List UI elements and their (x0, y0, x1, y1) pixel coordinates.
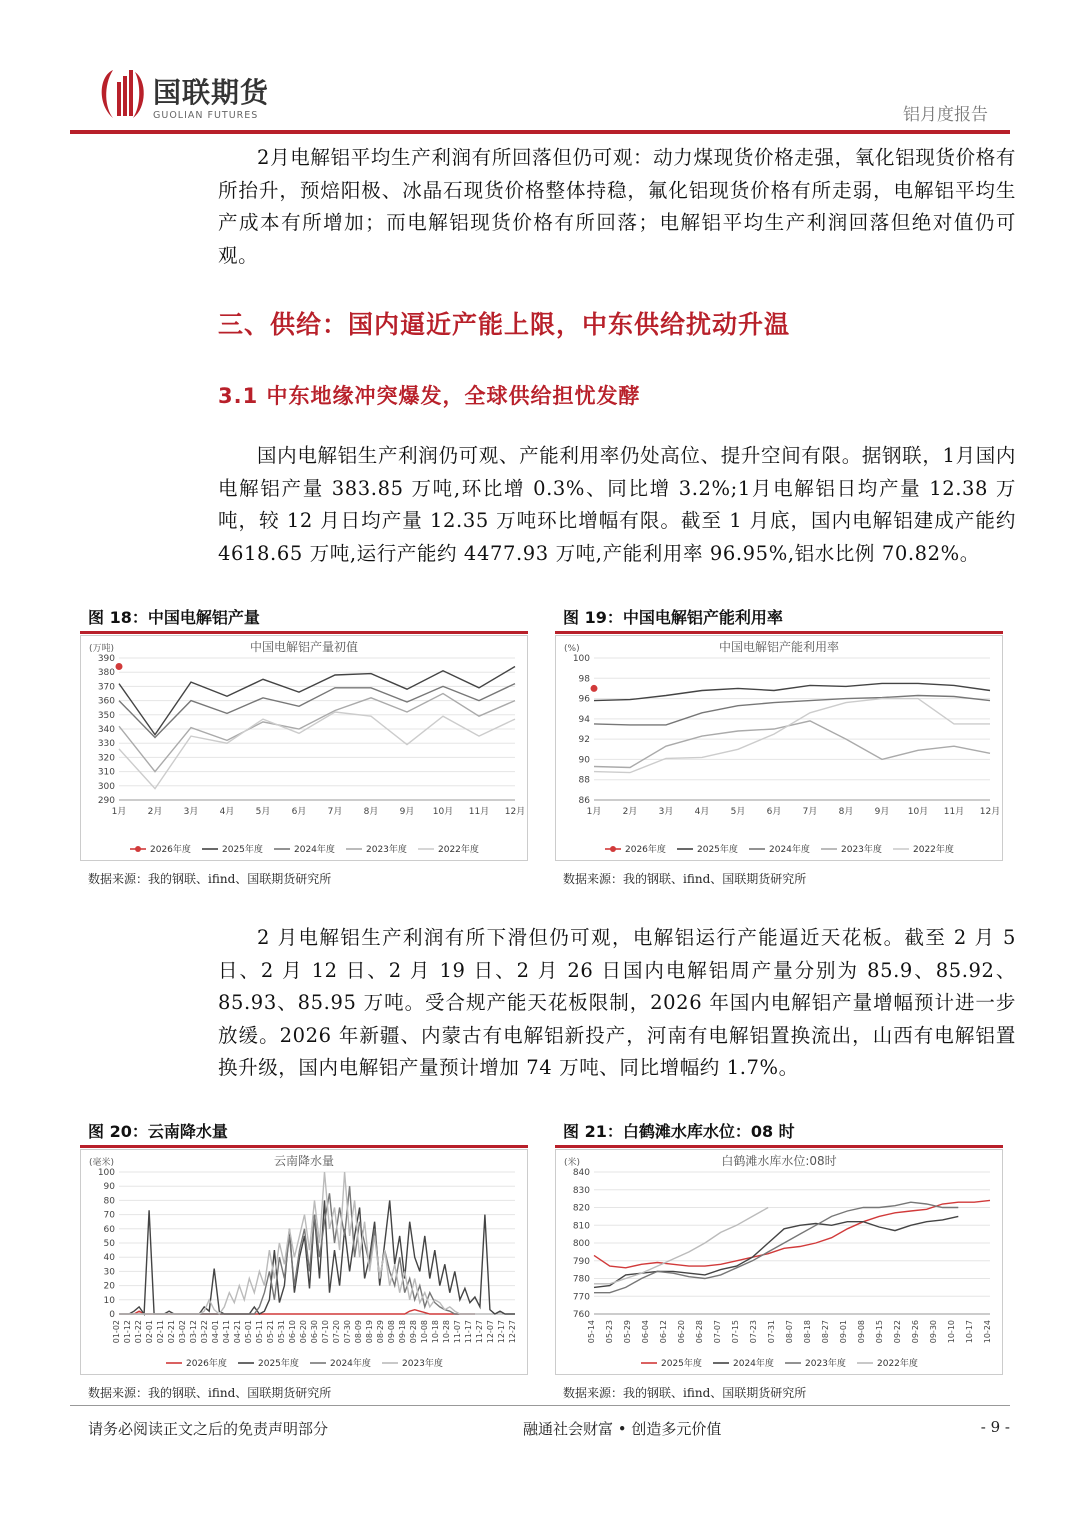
y-tick-label: 90 (103, 1182, 115, 1193)
x-tick-label: 10月 (907, 807, 929, 817)
y-tick-label: 370 (97, 682, 115, 693)
x-tick-label: 07-23 (749, 1320, 758, 1344)
figure-19-chart (555, 635, 1003, 861)
x-tick-label: 05-21 (266, 1320, 275, 1344)
y-tick-label: 310 (97, 767, 115, 778)
legend-label: 2022年度 (877, 1359, 918, 1369)
footer-slogan: 融通社会财富 • 创造多元价值 (523, 1420, 722, 1438)
chart-title: 中国电解铝产能利用率 (718, 640, 840, 654)
x-tick-label: 06-28 (695, 1320, 704, 1344)
x-tick-label: 10月 (432, 807, 454, 817)
legend-label: 2023年度 (841, 845, 882, 855)
x-tick-label: 7月 (802, 807, 818, 817)
x-tick-label: 06-04 (641, 1320, 650, 1344)
x-tick-label: 07-15 (731, 1320, 740, 1344)
x-tick-label: 08-09 (354, 1320, 363, 1344)
paragraph-text: 国内电解铝生产利润仍可观、产能利用率仍处高位、提升空间有限。据钢联，1月国内电解铝产量 383.85 万吨,环比增 0.3%、同比增 3.2%;1月电解铝日均产量 12.38 万吨，较 12 月日均产量 12.35 万吨环比增幅有限。截至 1 月底，国内电解铝建成产能约 4618.65 万吨,运行产能约 4477.93 万吨,产能利用率 96.95%,铝水比例 70.82%。 (218, 444, 1016, 565)
x-tick-label: 08-27 (821, 1320, 830, 1344)
y-tick-label: 820 (572, 1203, 590, 1214)
y-tick-label: 92 (578, 735, 590, 746)
figure-20-caption: 图 20：云南降水量 (88, 1122, 228, 1141)
legend-label: 2023年度 (805, 1359, 846, 1369)
x-tick-label: 1月 (111, 807, 127, 817)
x-tick-label: 9月 (874, 807, 890, 817)
intro-paragraph (218, 142, 1016, 272)
series-line (594, 1202, 958, 1293)
legend-label: 2024年度 (733, 1359, 774, 1369)
y-tick-label: 830 (572, 1185, 590, 1196)
y-tick-label: 100 (572, 654, 590, 664)
x-tick-label: 06-20 (299, 1320, 308, 1344)
y-tick-label: 800 (572, 1239, 590, 1249)
series-line (119, 694, 515, 772)
x-tick-label: 10-28 (442, 1320, 451, 1344)
y-tick-label: 350 (97, 710, 115, 721)
subsection-heading: 3.1 中东地缘冲突爆发，全球供给担忧发酵 (218, 384, 641, 408)
x-tick-label: 08-29 (376, 1320, 385, 1344)
y-tick-label: 60 (103, 1224, 115, 1235)
x-tick-label: 06-10 (288, 1320, 297, 1344)
figure-20-rule (80, 1145, 528, 1148)
y-axis-unit: (毫米) (89, 1158, 115, 1168)
x-tick-label: 11月 (943, 807, 965, 817)
header-divider (70, 130, 1010, 134)
production-paragraph (218, 922, 1016, 1085)
figure-19-source: 数据来源：我的钢联、ifind、国联期货研究所 (563, 872, 807, 886)
figure-18-caption: 图 18：中国电解铝产量 (88, 608, 260, 627)
x-tick-label: 09-28 (409, 1320, 418, 1344)
x-tick-label: 03-02 (178, 1320, 187, 1344)
figure-21-caption: 图 21：白鹤滩水库水位：08 时 (563, 1122, 795, 1141)
y-tick-label: 98 (578, 674, 590, 685)
legend-label: 2022年度 (438, 845, 479, 855)
x-tick-label: 12月 (504, 807, 526, 817)
x-tick-label: 5月 (730, 807, 746, 817)
y-tick-label: 88 (578, 775, 590, 786)
chart-21-svg (556, 1150, 1002, 1374)
series-line (594, 1216, 958, 1287)
x-tick-label: 01-02 (112, 1320, 121, 1344)
x-tick-label: 10-08 (420, 1320, 429, 1344)
x-tick-label: 05-31 (277, 1320, 286, 1344)
x-tick-label: 07-07 (713, 1320, 722, 1344)
x-tick-label: 10-24 (983, 1320, 992, 1344)
x-tick-label: 6月 (766, 807, 782, 817)
x-tick-label: 11月 (468, 807, 490, 817)
x-tick-label: 9月 (399, 807, 415, 817)
y-axis-unit: (%) (564, 644, 580, 654)
y-tick-label: 0 (109, 1310, 115, 1320)
chart-title: 云南降水量 (273, 1154, 335, 1168)
x-tick-label: 09-15 (875, 1320, 884, 1344)
y-tick-label: 340 (97, 725, 115, 735)
x-tick-label: 3月 (183, 807, 199, 817)
y-tick-label: 390 (97, 654, 115, 664)
y-tick-label: 10 (103, 1295, 115, 1306)
series-line (594, 721, 990, 768)
x-tick-label: 4月 (694, 807, 710, 817)
x-tick-label: 03-22 (200, 1320, 209, 1344)
x-tick-label: 11-07 (453, 1320, 462, 1344)
y-tick-label: 780 (572, 1274, 590, 1285)
legend-marker (135, 846, 141, 852)
x-tick-label: 5月 (255, 807, 271, 817)
x-tick-label: 08-18 (803, 1320, 812, 1344)
legend-label: 2025年度 (661, 1359, 702, 1369)
x-tick-label: 09-22 (893, 1320, 902, 1344)
footer-disclaimer: 请务必阅读正文之后的免责声明部分 (88, 1420, 329, 1438)
x-tick-label: 01-22 (134, 1320, 143, 1344)
x-tick-label: 04-11 (222, 1320, 231, 1344)
x-tick-label: 06-30 (310, 1320, 319, 1344)
series-line (594, 1200, 990, 1267)
x-tick-label: 12-27 (508, 1320, 517, 1344)
series-line (594, 696, 990, 725)
x-tick-label: 04-01 (211, 1320, 220, 1344)
legend-label: 2025年度 (222, 845, 263, 855)
x-tick-label: 02-11 (156, 1320, 165, 1344)
legend-label: 2024年度 (294, 845, 335, 855)
logo-text-en: GUOLIAN FUTURES (153, 110, 259, 121)
x-tick-label: 08-19 (365, 1320, 374, 1344)
x-tick-label: 05-01 (244, 1320, 253, 1344)
y-tick-label: 810 (572, 1221, 590, 1232)
legend-label: 2024年度 (769, 845, 810, 855)
figure-18-source: 数据来源：我的钢联、ifind、国联期货研究所 (88, 872, 332, 886)
supply-paragraph (218, 440, 1016, 570)
x-tick-label: 09-18 (398, 1320, 407, 1344)
x-tick-label: 10-18 (431, 1320, 440, 1344)
legend-label: 2026年度 (150, 845, 191, 855)
chart-19-svg (556, 636, 1002, 860)
y-tick-label: 290 (97, 796, 115, 806)
y-tick-label: 840 (572, 1168, 590, 1178)
x-tick-label: 05-29 (623, 1320, 632, 1344)
legend-label: 2025年度 (697, 845, 738, 855)
series-line (119, 712, 515, 789)
y-tick-label: 70 (103, 1210, 115, 1221)
logo-text-cn: 国联期货 (153, 76, 270, 109)
y-tick-label: 86 (578, 796, 590, 806)
legend-label: 2024年度 (330, 1359, 371, 1369)
x-tick-label: 06-20 (677, 1320, 686, 1344)
figure-21-chart (555, 1149, 1003, 1375)
chart-20-svg (81, 1150, 527, 1374)
y-tick-label: 90 (578, 755, 590, 766)
x-tick-label: 11-17 (464, 1320, 473, 1344)
x-tick-label: 07-10 (321, 1320, 330, 1344)
figure-18-chart (80, 635, 528, 861)
x-tick-label: 01-12 (123, 1320, 132, 1344)
figure-20-source: 数据来源：我的钢联、ifind、国联期货研究所 (88, 1386, 332, 1400)
y-tick-label: 300 (97, 781, 115, 792)
legend-label: 2026年度 (625, 845, 666, 855)
y-tick-label: 40 (103, 1253, 115, 1264)
legend-label: 2022年度 (913, 845, 954, 855)
x-tick-label: 05-11 (255, 1320, 264, 1344)
x-tick-label: 10-17 (965, 1320, 974, 1344)
x-tick-label: 09-08 (857, 1320, 866, 1344)
footer-divider (70, 1405, 1010, 1406)
y-tick-label: 320 (97, 753, 115, 764)
y-tick-label: 790 (572, 1256, 590, 1267)
paragraph-text: 2月电解铝平均生产利润有所回落但仍可观：动力煤现货价格走强，氧化铝现货价格有所抬升，预焙阳极、冰晶石现货价格整体持稳，氟化铝现货价格有所走弱，电解铝平均生产成本有所增加；而电解铝现货价格有所回落；电解铝平均生产利润回落但绝对值仍可观。 (218, 146, 1016, 267)
x-tick-label: 6月 (291, 807, 307, 817)
x-tick-label: 3月 (658, 807, 674, 817)
x-tick-label: 06-12 (659, 1320, 668, 1344)
series-line (119, 1186, 475, 1314)
x-tick-label: 10-10 (947, 1320, 956, 1344)
figure-21-rule (555, 1145, 1003, 1148)
y-tick-label: 50 (103, 1239, 115, 1249)
figure-18-rule (80, 631, 528, 634)
x-tick-label: 09-08 (387, 1320, 396, 1344)
y-tick-label: 80 (103, 1196, 115, 1207)
y-tick-label: 770 (572, 1292, 590, 1303)
x-tick-label: 2月 (147, 807, 163, 817)
y-axis-unit: (万吨) (89, 644, 115, 654)
x-tick-label: 4月 (219, 807, 235, 817)
section-heading: 三、供给：国内逼近产能上限，中东供给扰动升温 (218, 310, 791, 339)
legend-marker (610, 846, 616, 852)
legend-label: 2025年度 (258, 1359, 299, 1369)
x-tick-label: 05-23 (605, 1320, 614, 1344)
y-tick-label: 96 (578, 694, 590, 705)
report-type-label: 铝月度报告 (903, 105, 988, 125)
y-tick-label: 760 (572, 1310, 590, 1320)
x-tick-label: 12-07 (486, 1320, 495, 1344)
x-tick-label: 12月 (979, 807, 1001, 817)
y-tick-label: 100 (97, 1168, 115, 1178)
x-tick-label: 07-20 (332, 1320, 341, 1344)
y-tick-label: 360 (97, 696, 115, 707)
x-tick-label: 05-14 (587, 1320, 596, 1344)
chart-title: 中国电解铝产量初值 (249, 640, 359, 654)
logo-mark (102, 70, 144, 118)
x-tick-label: 03-12 (189, 1320, 198, 1344)
legend-label: 2023年度 (366, 845, 407, 855)
x-tick-label: 8月 (363, 807, 379, 817)
x-tick-label: 7月 (327, 807, 343, 817)
legend-label: 2026年度 (186, 1359, 227, 1369)
x-tick-label: 8月 (838, 807, 854, 817)
data-point (116, 663, 123, 670)
legend-label: 2023年度 (402, 1359, 443, 1369)
series-line (594, 683, 990, 700)
x-tick-label: 07-31 (767, 1320, 776, 1344)
figure-19-caption: 图 19：中国电解铝产能利用率 (563, 608, 783, 627)
x-tick-label: 1月 (586, 807, 602, 817)
x-tick-label: 08-07 (785, 1320, 794, 1344)
x-tick-label: 04-21 (233, 1320, 242, 1344)
y-tick-label: 94 (578, 714, 590, 725)
chart-title: 白鹤滩水库水位:08时 (721, 1154, 837, 1168)
y-axis-unit: (米) (564, 1158, 581, 1168)
y-tick-label: 30 (103, 1267, 115, 1278)
x-tick-label: 09-26 (911, 1320, 920, 1344)
chart-18-svg (81, 636, 527, 860)
y-tick-label: 330 (97, 739, 115, 750)
series-line (594, 699, 990, 773)
y-tick-label: 380 (97, 668, 115, 679)
x-tick-label: 2月 (622, 807, 638, 817)
figure-19-rule (555, 631, 1003, 634)
data-point (591, 685, 598, 692)
x-tick-label: 09-01 (839, 1320, 848, 1344)
page-number: - 9 - (980, 1418, 1010, 1436)
x-tick-label: 12-17 (497, 1320, 506, 1344)
x-tick-label: 02-01 (145, 1320, 154, 1344)
y-tick-label: 20 (103, 1281, 115, 1292)
company-logo (95, 64, 295, 124)
x-tick-label: 09-30 (929, 1320, 938, 1344)
figure-21-source: 数据来源：我的钢联、ifind、国联期货研究所 (563, 1386, 807, 1400)
x-tick-label: 07-30 (343, 1320, 352, 1344)
x-tick-label: 02-21 (167, 1320, 176, 1344)
paragraph-text: 2 月电解铝生产利润有所下滑但仍可观，电解铝运行产能逼近天花板。截至 2 月 5 日、2 月 12 日、2 月 19 日、2 月 26 日国内电解铝周产量分别为 85.9、85.92、85.93、85.95 万吨。受合规产能天花板限制，2026 年国内电解铝产量增幅预计进一步放缓。2026 年新疆、内蒙古有电解铝新投产，河南有电解铝置换流出，山西有电解铝置换升级，国内电解铝产量预计增加 74 万吨、同比增幅约 1.7%。 (218, 926, 1016, 1079)
x-tick-label: 11-27 (475, 1320, 484, 1344)
figure-20-chart (80, 1149, 528, 1375)
